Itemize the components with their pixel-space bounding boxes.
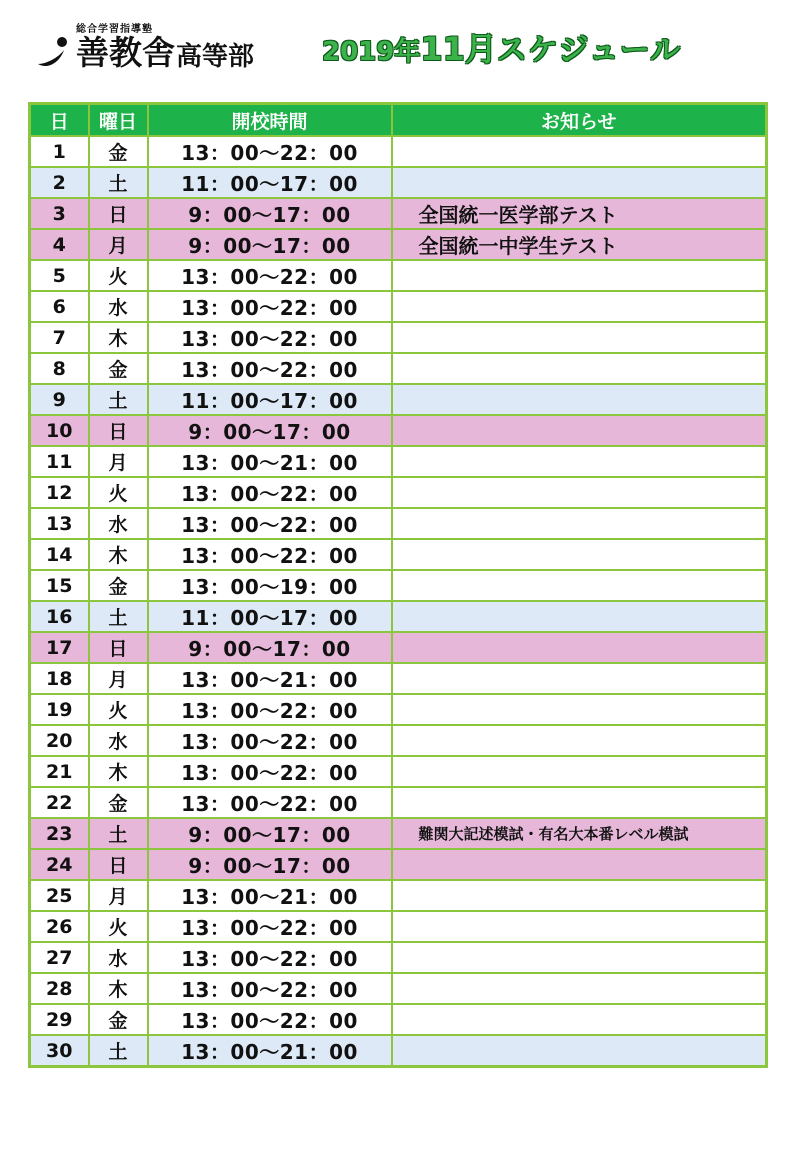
weekday-cell: 木	[89, 539, 148, 570]
notice-cell	[392, 725, 767, 756]
day-cell: 25	[30, 880, 89, 911]
weekday-cell: 月	[89, 229, 148, 260]
table-row	[30, 787, 767, 818]
notice-cell	[392, 787, 767, 818]
table-row	[30, 725, 767, 756]
hours-cell: 11：00〜17：00	[148, 167, 392, 198]
table-row	[30, 849, 767, 880]
table-row	[30, 136, 767, 167]
notice-cell	[392, 973, 767, 1004]
day-cell: 6	[30, 291, 89, 322]
hours-cell: 13：00〜22：00	[148, 973, 392, 1004]
notice-cell	[392, 570, 767, 601]
logo-name: 善教舎	[76, 33, 175, 72]
table-row	[30, 446, 767, 477]
hours-cell: 13：00〜22：00	[148, 694, 392, 725]
day-cell: 12	[30, 477, 89, 508]
day-cell: 13	[30, 508, 89, 539]
hours-cell: 13：00〜22：00	[148, 756, 392, 787]
table-row	[30, 756, 767, 787]
notice-cell	[392, 601, 767, 632]
hours-cell: 11：00〜17：00	[148, 384, 392, 415]
hours-cell: 13：00〜22：00	[148, 942, 392, 973]
day-cell: 3	[30, 198, 89, 229]
table-row	[30, 663, 767, 694]
notice-cell	[392, 1004, 767, 1035]
hours-cell: 13：00〜21：00	[148, 663, 392, 694]
hours-cell: 13：00〜22：00	[148, 353, 392, 384]
title-year: 2019年	[322, 37, 421, 67]
hours-cell: 13：00〜22：00	[148, 477, 392, 508]
day-cell: 11	[30, 446, 89, 477]
weekday-cell: 日	[89, 849, 148, 880]
notice-cell	[392, 291, 767, 322]
header-day: 日	[30, 104, 89, 137]
weekday-cell: 金	[89, 1004, 148, 1035]
weekday-cell: 金	[89, 787, 148, 818]
hours-cell: 13：00〜19：00	[148, 570, 392, 601]
weekday-cell: 土	[89, 818, 148, 849]
title-month: 11月	[420, 30, 497, 68]
day-cell: 14	[30, 539, 89, 570]
table-row	[30, 973, 767, 1004]
hours-cell: 9：00〜17：00	[148, 198, 392, 229]
notice-cell	[392, 756, 767, 787]
day-cell: 21	[30, 756, 89, 787]
table-row	[30, 880, 767, 911]
hours-cell: 9：00〜17：00	[148, 818, 392, 849]
weekday-cell: 火	[89, 911, 148, 942]
hours-cell: 9：00〜17：00	[148, 632, 392, 663]
weekday-cell: 木	[89, 322, 148, 353]
weekday-cell: 金	[89, 353, 148, 384]
weekday-cell: 木	[89, 756, 148, 787]
hours-cell: 13：00〜21：00	[148, 880, 392, 911]
notice-cell	[392, 322, 767, 353]
notice-cell	[392, 880, 767, 911]
notice-cell	[392, 260, 767, 291]
weekday-cell: 土	[89, 1035, 148, 1067]
weekday-cell: 火	[89, 260, 148, 291]
table-row	[30, 260, 767, 291]
day-cell: 19	[30, 694, 89, 725]
notice-cell	[392, 508, 767, 539]
hours-cell: 13：00〜22：00	[148, 136, 392, 167]
table-row	[30, 1035, 767, 1067]
day-cell: 24	[30, 849, 89, 880]
page-title	[322, 24, 762, 74]
logo-swoosh-icon	[36, 34, 72, 70]
weekday-cell: 土	[89, 384, 148, 415]
page-header	[0, 0, 800, 100]
schedule-body	[30, 136, 767, 1067]
day-cell: 2	[30, 167, 89, 198]
hours-cell: 13：00〜22：00	[148, 322, 392, 353]
notice-cell	[392, 849, 767, 880]
weekday-cell: 日	[89, 632, 148, 663]
notice-cell	[392, 167, 767, 198]
table-row	[30, 942, 767, 973]
weekday-cell: 火	[89, 694, 148, 725]
weekday-cell: 土	[89, 167, 148, 198]
hours-cell: 9：00〜17：00	[148, 849, 392, 880]
notice-cell: 全国統一医学部テスト	[392, 198, 767, 229]
day-cell: 16	[30, 601, 89, 632]
notice-cell	[392, 477, 767, 508]
day-cell: 8	[30, 353, 89, 384]
table-row	[30, 632, 767, 663]
header-hours: 開校時間	[148, 104, 392, 137]
day-cell: 27	[30, 942, 89, 973]
hours-cell: 13：00〜22：00	[148, 1004, 392, 1035]
table-row	[30, 167, 767, 198]
hours-cell: 13：00〜22：00	[148, 291, 392, 322]
table-row	[30, 601, 767, 632]
day-cell: 23	[30, 818, 89, 849]
table-row	[30, 477, 767, 508]
schedule-table	[28, 102, 768, 1068]
table-row	[30, 415, 767, 446]
table-row	[30, 570, 767, 601]
school-logo	[36, 20, 276, 76]
day-cell: 28	[30, 973, 89, 1004]
hours-cell: 13：00〜22：00	[148, 725, 392, 756]
notice-cell: 全国統一中学生テスト	[392, 229, 767, 260]
hours-cell: 13：00〜22：00	[148, 539, 392, 570]
logo-department: 高等部	[176, 42, 255, 72]
table-row	[30, 229, 767, 260]
table-row	[30, 291, 767, 322]
day-cell: 5	[30, 260, 89, 291]
table-header-row	[30, 104, 767, 137]
day-cell: 7	[30, 322, 89, 353]
hours-cell: 9：00〜17：00	[148, 415, 392, 446]
notice-cell	[392, 663, 767, 694]
day-cell: 17	[30, 632, 89, 663]
table-row	[30, 508, 767, 539]
weekday-cell: 月	[89, 663, 148, 694]
hours-cell: 11：00〜17：00	[148, 601, 392, 632]
weekday-cell: 金	[89, 136, 148, 167]
hours-cell: 13：00〜21：00	[148, 446, 392, 477]
day-cell: 29	[30, 1004, 89, 1035]
weekday-cell: 火	[89, 477, 148, 508]
notice-cell	[392, 1035, 767, 1067]
notice-cell	[392, 942, 767, 973]
notice-cell	[392, 911, 767, 942]
table-row	[30, 322, 767, 353]
weekday-cell: 日	[89, 198, 148, 229]
table-row	[30, 384, 767, 415]
weekday-cell: 土	[89, 601, 148, 632]
day-cell: 1	[30, 136, 89, 167]
day-cell: 30	[30, 1035, 89, 1067]
weekday-cell: 木	[89, 973, 148, 1004]
day-cell: 26	[30, 911, 89, 942]
logo-subtitle: 総合学習指導塾	[76, 24, 153, 35]
weekday-cell: 日	[89, 415, 148, 446]
table-row	[30, 198, 767, 229]
day-cell: 15	[30, 570, 89, 601]
weekday-cell: 金	[89, 570, 148, 601]
weekday-cell: 水	[89, 508, 148, 539]
day-cell: 4	[30, 229, 89, 260]
notice-cell	[392, 415, 767, 446]
notice-cell	[392, 694, 767, 725]
weekday-cell: 月	[89, 880, 148, 911]
hours-cell: 13：00〜22：00	[148, 260, 392, 291]
header-weekday: 曜日	[89, 104, 148, 137]
table-row	[30, 539, 767, 570]
hours-cell: 13：00〜22：00	[148, 787, 392, 818]
hours-cell: 13：00〜22：00	[148, 508, 392, 539]
notice-cell: 難関大記述模試・有名大本番レベル模試	[392, 818, 767, 849]
weekday-cell: 水	[89, 942, 148, 973]
table-row	[30, 818, 767, 849]
notice-cell	[392, 539, 767, 570]
table-row	[30, 353, 767, 384]
hours-cell: 13：00〜22：00	[148, 911, 392, 942]
table-row	[30, 1004, 767, 1035]
day-cell: 10	[30, 415, 89, 446]
notice-cell	[392, 632, 767, 663]
weekday-cell: 月	[89, 446, 148, 477]
notice-cell	[392, 353, 767, 384]
notice-cell	[392, 136, 767, 167]
header-notice: お知らせ	[392, 104, 767, 137]
notice-cell	[392, 384, 767, 415]
table-row	[30, 911, 767, 942]
weekday-cell: 水	[89, 725, 148, 756]
table-row	[30, 694, 767, 725]
hours-cell: 9：00〜17：00	[148, 229, 392, 260]
hours-cell: 13：00〜21：00	[148, 1035, 392, 1067]
day-cell: 22	[30, 787, 89, 818]
day-cell: 9	[30, 384, 89, 415]
day-cell: 20	[30, 725, 89, 756]
day-cell: 18	[30, 663, 89, 694]
notice-cell	[392, 446, 767, 477]
weekday-cell: 水	[89, 291, 148, 322]
title-schedule: スケジュール	[496, 33, 682, 68]
